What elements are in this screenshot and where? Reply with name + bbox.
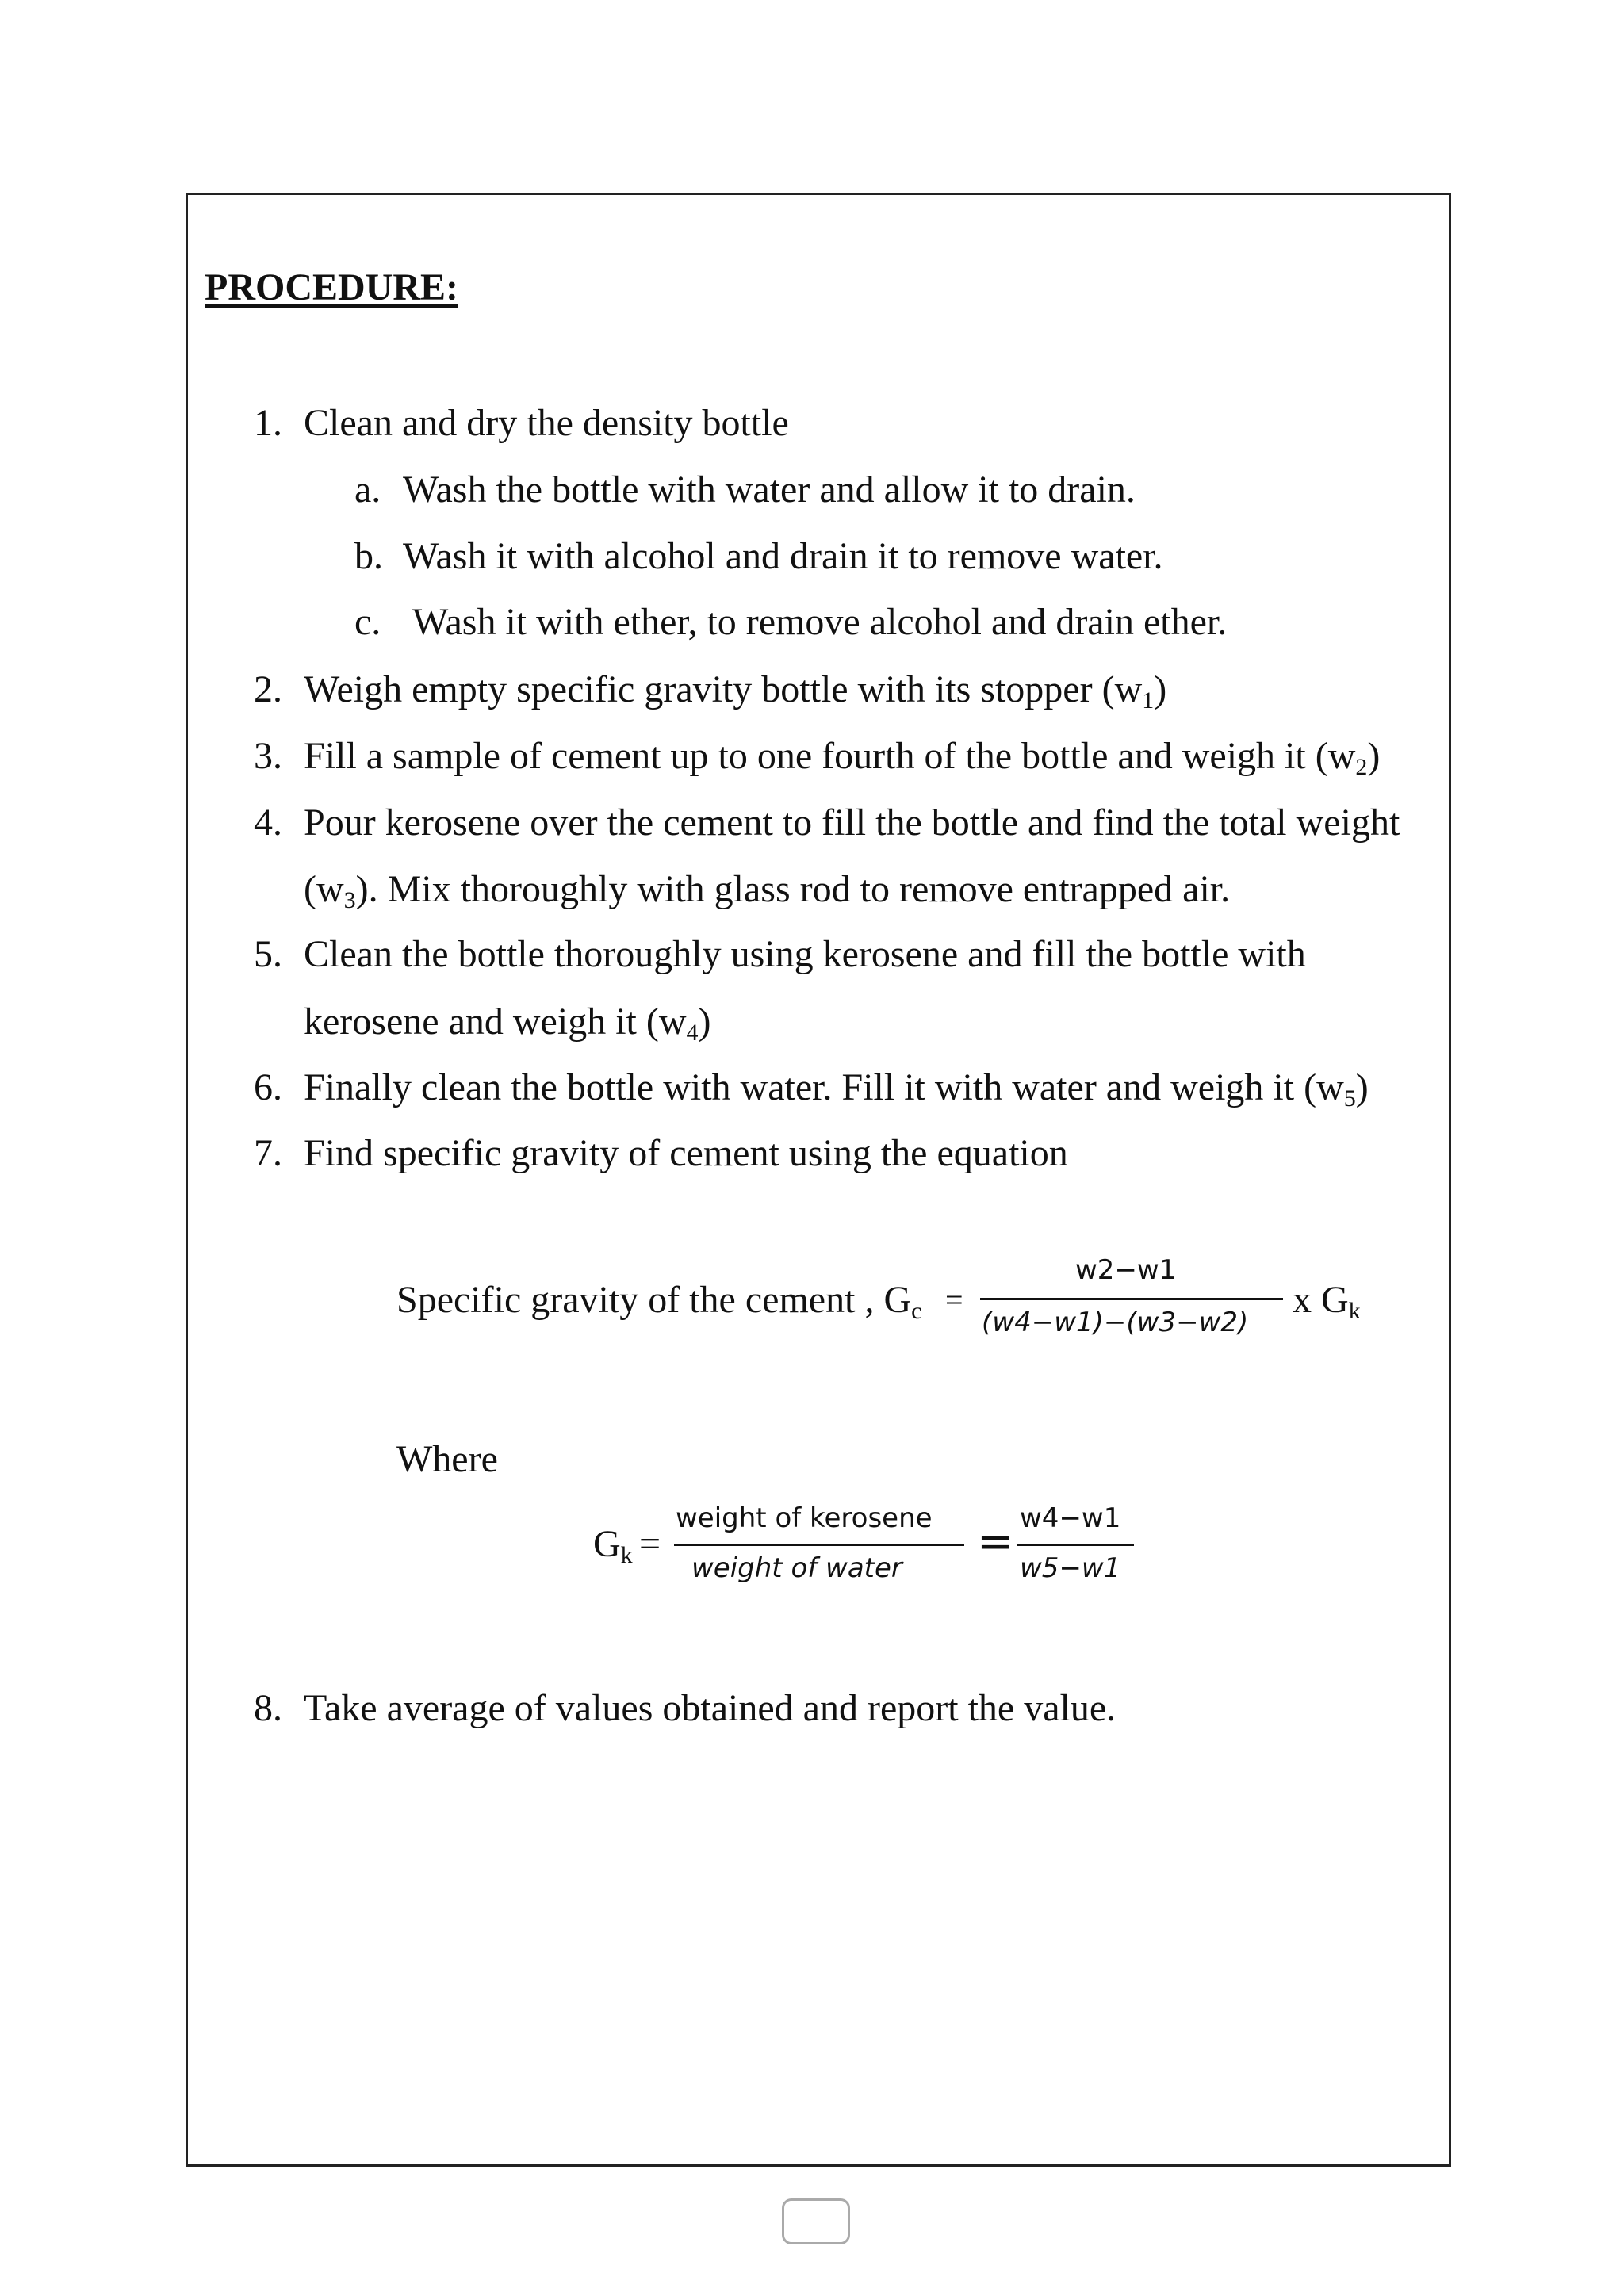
step-number: 5. [254, 933, 282, 975]
substep-text: Wash it with alcohol and drain it to remove water. [403, 535, 1163, 577]
equation-denominator: (w4−w1)−(w3−w2) [982, 1307, 1249, 1338]
fraction-numerator: w4−w1 [1020, 1502, 1121, 1534]
substep-letter: b. [354, 535, 383, 577]
step-number: 6. [254, 1066, 282, 1108]
equation-label: Specific gravity of the cement , $G_c$ [396, 1279, 922, 1324]
equation-equals: = [977, 1516, 1014, 1567]
fraction-denominator: weight of water [691, 1552, 902, 1584]
equation-equals: = [639, 1523, 661, 1565]
step-text-continued: kerosene and weigh it $(w_4)$ [304, 1001, 711, 1046]
step-number: 8. [254, 1687, 282, 1729]
step-number: 1. [254, 402, 282, 444]
step-text: Take average of values obtained and report the value. [304, 1687, 1116, 1729]
page-number-box [782, 2198, 850, 2244]
step-text: Fill a sample of cement up to one fourth of the bottle and weigh it $(w_2)$ [304, 735, 1381, 780]
substep-letter: a. [354, 469, 381, 511]
step-number: 4. [254, 802, 282, 844]
substep-text: Wash the bottle with water and allow it to drain. [403, 469, 1136, 511]
step-text-continued: $(w_3)$. Mix thoroughly with glass rod to remove entrapped air. [304, 868, 1231, 913]
step-text: Finally clean the bottle with water. Fill it with water and weigh it $(w_5)$ [304, 1066, 1369, 1112]
where-label: Where [396, 1438, 498, 1480]
step-text: Find specific gravity of cement using the equation [304, 1132, 1068, 1174]
step-text: Clean and dry the density bottle [304, 402, 789, 444]
fraction-bar [1017, 1544, 1134, 1546]
section-heading: PROCEDURE: [205, 266, 458, 308]
step-number: 3. [254, 735, 282, 777]
equation-suffix: x $G_k$ [1293, 1279, 1361, 1324]
fraction-numerator: weight of kerosene [676, 1502, 933, 1534]
equation-equals: = [945, 1282, 963, 1318]
step-text: Weigh empty specific gravity bottle with its stopper $(w_1)$ [304, 668, 1167, 714]
fraction-bar [674, 1544, 964, 1546]
gk-label: $G_k$ [593, 1523, 633, 1568]
fraction-denominator: w5−w1 [1020, 1552, 1121, 1584]
fraction-bar [980, 1298, 1283, 1300]
equation-numerator: w2−w1 [1075, 1254, 1177, 1286]
step-number: 7. [254, 1132, 282, 1174]
substep-letter: c. [354, 601, 381, 643]
step-number: 2. [254, 668, 282, 710]
substep-text: Wash it with ether, to remove alcohol and drain ether. [412, 601, 1228, 643]
step-text: Pour kerosene over the cement to fill the bottle and find the total weight [304, 802, 1400, 844]
step-text: Clean the bottle thoroughly using kerosene and fill the bottle with [304, 933, 1306, 975]
